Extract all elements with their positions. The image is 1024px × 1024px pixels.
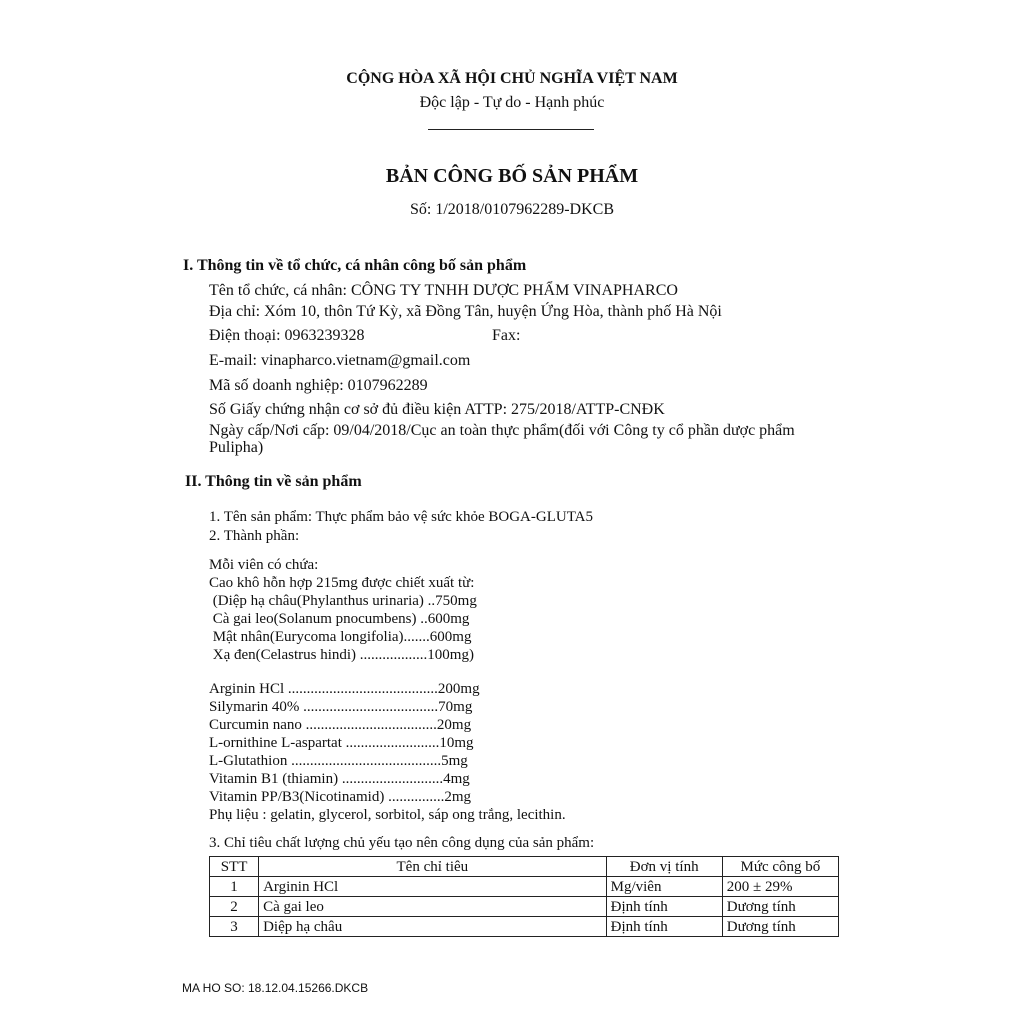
table-cell: Cà gai leo [259,897,607,917]
table-cell: 2 [210,897,259,917]
table-cell: Dương tính [722,917,838,937]
section1-heading: I. Thông tin về tổ chức, cá nhân công bố sản phẩm [183,257,527,274]
table-header-cell: Tên chỉ tiêu [259,857,607,877]
ingredient-line: Arginin HCl ........................................200mg [209,681,480,697]
header-divider [428,129,594,130]
document-title: BẢN CÔNG BỐ SẢN PHẨM [385,165,639,187]
table-cell: Dương tính [722,897,838,917]
document-number: Số: 1/2018/0107962289-DKCB [409,201,614,218]
org-email: E-mail: vinapharco.vietnam@gmail.com [209,352,471,369]
quality-table [209,856,839,937]
ingredient-line: L-ornithine L-aspartat .........................10mg [209,735,474,751]
business-code: Mã số doanh nghiệp: 0107962289 [209,377,428,394]
national-motto: Độc lập - Tự do - Hạnh phúc [419,94,605,111]
ingredient-line: Mỗi viên có chứa: [209,557,319,573]
table-cell: Mg/viên [606,877,722,897]
quality-label: 3. Chỉ tiêu chất lượng chủ yếu tạo nên công dụng của sản phẩm: [209,835,595,851]
ingredient-line: Vitamin PP/B3(Nicotinamid) ...............2mg [209,789,472,805]
ingredient-line: Silymarin 40% ....................................70mg [209,699,473,715]
issue-info-line2: Pulipha) [209,439,264,456]
table-row [210,877,839,897]
table-cell: 1 [210,877,259,897]
attp-certificate: Số Giấy chứng nhận cơ sở đủ điều kiện ATTP: 275/2018/ATTP-CNĐK [209,401,665,418]
ingredient-line: Curcumin nano ...................................20mg [209,717,472,733]
table-cell: 3 [210,917,259,937]
table-header-cell: STT [210,857,259,877]
section2-heading: II. Thông tin về sản phẩm [185,473,362,490]
record-code: MA HO SO: 18.12.04.15266.DKCB [182,981,369,995]
org-fax: Fax: [492,327,521,344]
ingredients-group-herbal [209,556,477,664]
product-name: 1. Tên sản phẩm: Thực phẩm bảo vệ sức khỏe BOGA-GLUTA5 [209,509,594,525]
org-address: Địa chỉ: Xóm 10, thôn Tứ Kỳ, xã Đồng Tân, huyện Ứng Hòa, thành phố Hà Nội [209,303,722,320]
ingredient-line: Vitamin B1 (thiamin) ...........................4mg [209,771,470,787]
ingredients-group-actives [209,680,566,824]
excipients-line: Phụ liệu : gelatin, glycerol, sorbitol, sáp ong trắng, lecithin. [209,807,566,823]
org-phone: Điện thoại: 0963239328 [209,327,365,344]
ingredient-line: (Diệp hạ châu(Phylanthus urinaria) ..750mg [209,593,477,609]
table-cell: Định tính [606,897,722,917]
ingredient-line: Cà gai leo(Solanum pnocumbens) ..600mg [209,611,470,627]
ingredient-line: Cao khô hỗn hợp 215mg được chiết xuất từ: [209,575,475,591]
table-header-row [210,857,839,877]
composition-label: 2. Thành phần: [209,528,300,544]
ingredient-line: Mật nhân(Eurycoma longifolia).......600mg [209,629,472,645]
table-row [210,917,839,937]
national-title: CỘNG HÒA XÃ HỘI CHỦ NGHĨA VIỆT NAM [346,70,678,87]
ingredient-line: Xạ đen(Celastrus hindi) ..................100mg) [209,647,474,663]
table-cell: Arginin HCl [259,877,607,897]
table-cell: Định tính [606,917,722,937]
issue-info-line1: Ngày cấp/Nơi cấp: 09/04/2018/Cục an toàn thực phẩm(đối với Công ty cổ phần dược phẩm [209,422,795,439]
table-header-cell: Mức công bố [722,857,838,877]
table-row [210,897,839,917]
org-name: Tên tổ chức, cá nhân: CÔNG TY TNHH DƯỢC PHẨM VINAPHARCO [209,282,678,299]
table-header-cell: Đơn vị tính [606,857,722,877]
table-cell: 200 ± 29% [722,877,838,897]
ingredient-line: L-Glutathion ........................................5mg [209,753,468,769]
table-cell: Diệp hạ châu [259,917,607,937]
